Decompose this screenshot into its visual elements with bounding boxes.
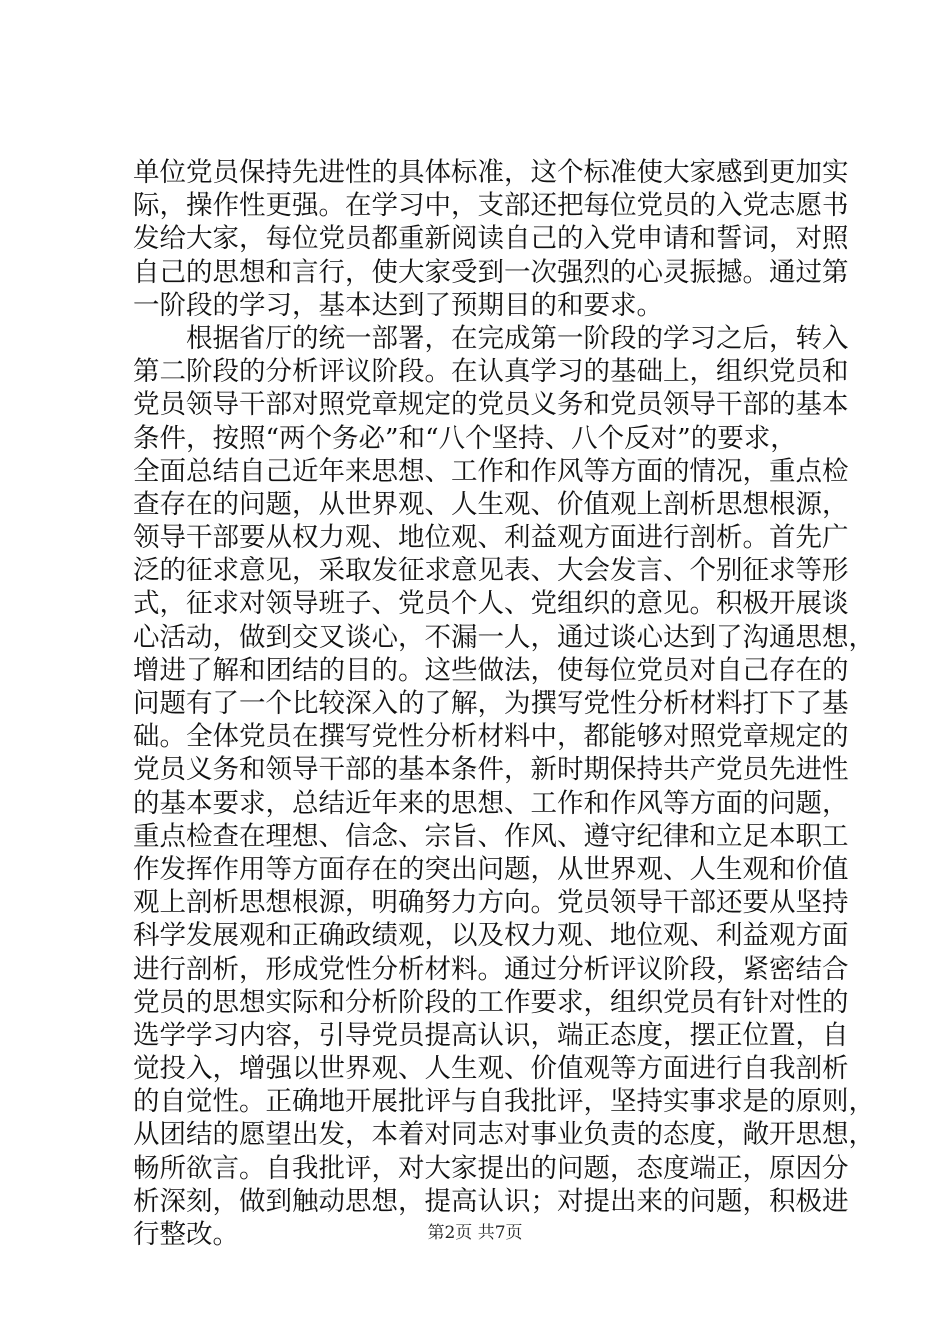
text-line: 式，征求对领导班子、党员个人、党组织的意见。积极开展谈	[133, 588, 849, 620]
text-line: 泛的征求意见，采取发征求意见表、大会发言、个别征求等形	[133, 555, 849, 587]
text-line: 心活动，做到交叉谈心，不漏一人，通过谈心达到了沟通思想，	[133, 621, 875, 653]
text-line: 选学学习内容，引导党员提高认识，端正态度，摆正位置，自	[133, 1019, 849, 1051]
paragraph-1	[133, 156, 849, 322]
text-line: 问题有了一个比较深入的了解，为撰写党性分析材料打下了基	[133, 688, 849, 719]
text-line: 单位党员保持先进性的具体标准，这个标准使大家感到更加实	[133, 157, 849, 188]
text-line: 科学发展观和正确政绩观，以及权力观、地位观、利益观方面	[133, 920, 849, 952]
text-line: 观上剖析思想根源，明确努力方向。党员领导干部还要从坚持	[133, 887, 849, 919]
text-line: 第二阶段的分析评议阶段。在认真学习的基础上，组织党员和	[133, 356, 849, 388]
text-line: 发给大家，每位党员都重新阅读自己的入党申请和誓词，对照	[133, 223, 849, 255]
page-number: 第2页 共7页	[427, 1223, 523, 1243]
text-line: 条件，按照“两个务必”和“八个坚持、八个反对”的要求，	[133, 422, 797, 454]
text-line: 础。全体党员在撰写党性分析材料中，都能够对照党章规定的	[133, 721, 849, 753]
text-line: 觉投入，增强以世界观、人生观、价值观等方面进行自我剖析	[133, 1053, 849, 1085]
text-line: 增进了解和团结的目的。这些做法，使每位党员对自己存在的	[133, 654, 849, 686]
text-line: 一阶段的学习，基本达到了预期目的和要求。	[133, 289, 663, 321]
text-line: 际，操作性更强。在学习中，支部还把每位党员的入党志愿书	[133, 190, 849, 222]
text-line: 畅所欲言。自我批评，对大家提出的问题，态度端正，原因分	[133, 1152, 849, 1184]
text-line: 进行剖析，形成党性分析材料。通过分析评议阶段，紧密结合	[133, 953, 849, 985]
text-line: 的自觉性。正确地开展批评与自我批评，坚持实事求是的原则，	[133, 1086, 875, 1118]
body-text	[133, 156, 875, 1251]
text-line: 行整改。	[133, 1219, 239, 1250]
text-line: 根据省厅的统一部署，在完成第一阶段的学习之后，转入	[186, 322, 849, 354]
text-line: 的基本要求，总结近年来的思想、工作和作风等方面的问题，	[133, 787, 849, 819]
text-line: 领导干部要从权力观、地位观、利益观方面进行剖析。首先广	[133, 522, 849, 554]
text-line: 党员义务和领导干部的基本条件，新时期保持共产党员先进性	[133, 754, 849, 786]
text-line: 党员的思想实际和分析阶段的工作要求，组织党员有针对性的	[133, 986, 849, 1018]
paragraph-2	[133, 322, 875, 1251]
text-line: 从团结的愿望出发，本着对同志对事业负责的态度，敞开思想，	[133, 1119, 875, 1151]
text-line: 析深刻，做到触动思想，提高认识；对提出来的问题，积极进	[133, 1185, 849, 1217]
text-line: 作发挥作用等方面存在的突出问题，从世界观、人生观和价值	[133, 853, 849, 885]
text-line: 重点检查在理想、信念、宗旨、作风、遵守纪律和立足本职工	[133, 820, 849, 852]
text-line: 自己的思想和言行，使大家受到一次强烈的心灵振撼。通过第	[133, 256, 849, 288]
text-line: 党员领导干部对照党章规定的党员义务和党员领导干部的基本	[133, 389, 849, 421]
text-line: 全面总结自己近年来思想、工作和作风等方面的情况，重点检	[133, 455, 849, 487]
text-line: 查存在的问题，从世界观、人生观、价值观上剖析思想根源，	[133, 488, 849, 520]
